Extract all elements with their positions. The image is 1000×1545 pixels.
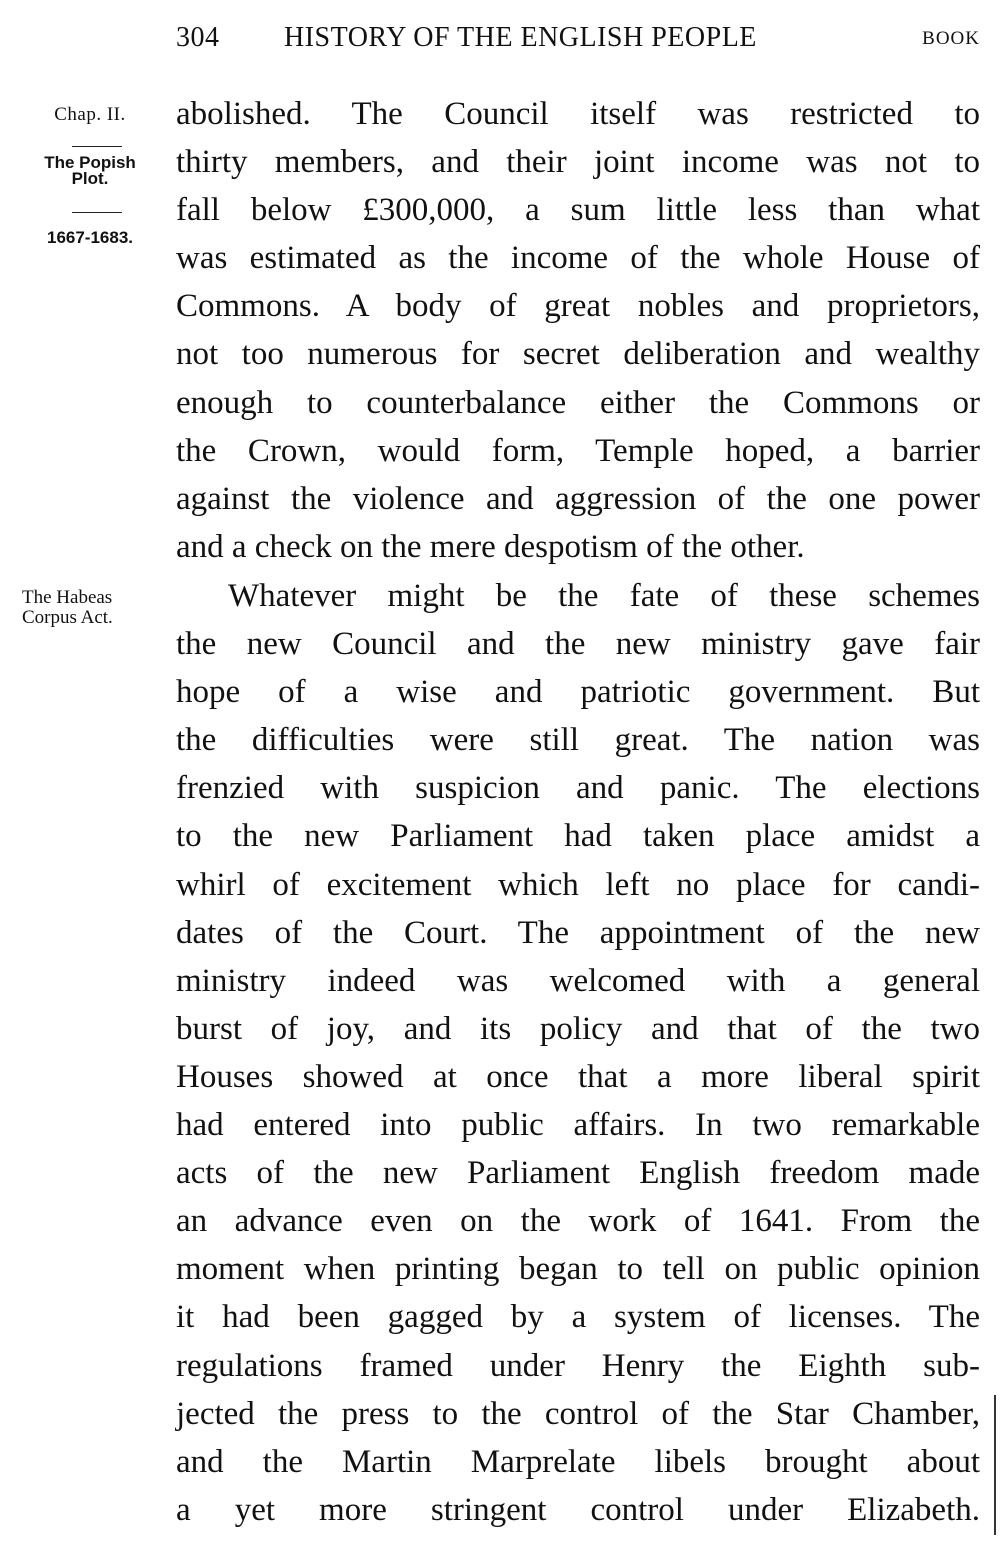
margin-topic-line: The Popish [44, 153, 136, 172]
text-line: frenzied with suspicion and panic. The elections [176, 770, 980, 807]
margin-rule [72, 212, 122, 213]
margin-topic-note [14, 155, 166, 187]
running-head [176, 22, 980, 58]
text-line: thirty members, and their joint income was not to [176, 144, 980, 181]
margin-topic-line: Plot. [71, 169, 109, 188]
text-line: whirl of excitement which left no place for candi- [176, 866, 980, 903]
text-line: the Crown, would form, Temple hoped, a barrier [176, 432, 980, 469]
text-line: an advance even on the work of 1641. From the [176, 1203, 980, 1240]
text-line: Commons. A body of great nobles and proprietors, [176, 288, 980, 325]
text-line: enough to counterbalance either the Commons or [176, 384, 980, 421]
text-line: ministry indeed was welcomed with a general [176, 962, 980, 999]
paragraph-1 [176, 90, 980, 571]
margin-chapter-note: Chap. II. [54, 104, 126, 125]
text-line: to the new Parliament had taken place amidst a [176, 818, 980, 855]
text-line: the difficulties were still great. The nation was [176, 722, 980, 759]
margin-dates-note: 1667-1683. [46, 228, 134, 247]
text-line: jected the press to the control of the Star Chamber, [176, 1395, 980, 1432]
text-line: Whatever might be the fate of these schemes [228, 578, 980, 614]
text-line: had entered into public affairs. In two remarkable [176, 1107, 980, 1144]
margin-rule [72, 146, 122, 147]
text-line: regulations framed under Henry the Eighth sub- [176, 1347, 980, 1384]
text-line: burst of joy, and its policy and that of the two [176, 1010, 980, 1047]
text-line: moment when printing began to tell on public opinion [176, 1251, 980, 1288]
text-line: abolished. The Council itself was restricted to [176, 96, 980, 132]
paragraph-2 [176, 572, 980, 1534]
running-title: HISTORY OF THE ENGLISH PEOPLE [284, 22, 757, 53]
text-line: acts of the new Parliament English freedom made [176, 1155, 980, 1192]
text-line: was estimated as the income of the whole House of [176, 240, 980, 277]
text-line: it had been gagged by a system of licenses. The [176, 1299, 980, 1336]
margin-habeas-note [14, 588, 174, 628]
page-number: 304 [176, 22, 220, 53]
text-line: not too numerous for secret deliberation and wealthy [176, 336, 980, 373]
text-line: and the Martin Marprelate libels brought about [176, 1443, 980, 1480]
text-line: and a check on the mere despotism of the other. [176, 528, 805, 565]
margin-habeas-line: Corpus Act. [22, 607, 113, 628]
text-line: Houses showed at once that a more liberal spirit [176, 1058, 980, 1095]
text-line: hope of a wise and patriotic government. But [176, 674, 980, 711]
margin-habeas-line: The Habeas [22, 587, 113, 608]
text-line: dates of the Court. The appointment of the new [176, 914, 980, 951]
page-edge-mark [994, 1395, 996, 1535]
book-label: BOOK [922, 28, 980, 49]
text-line: against the violence and aggression of the one power [176, 480, 980, 517]
text-line: a yet more stringent control under Elizabeth. [176, 1491, 980, 1528]
text-line: the new Council and the new ministry gave fair [176, 626, 980, 663]
text-line: fall below £300,000, a sum little less than what [176, 192, 980, 229]
